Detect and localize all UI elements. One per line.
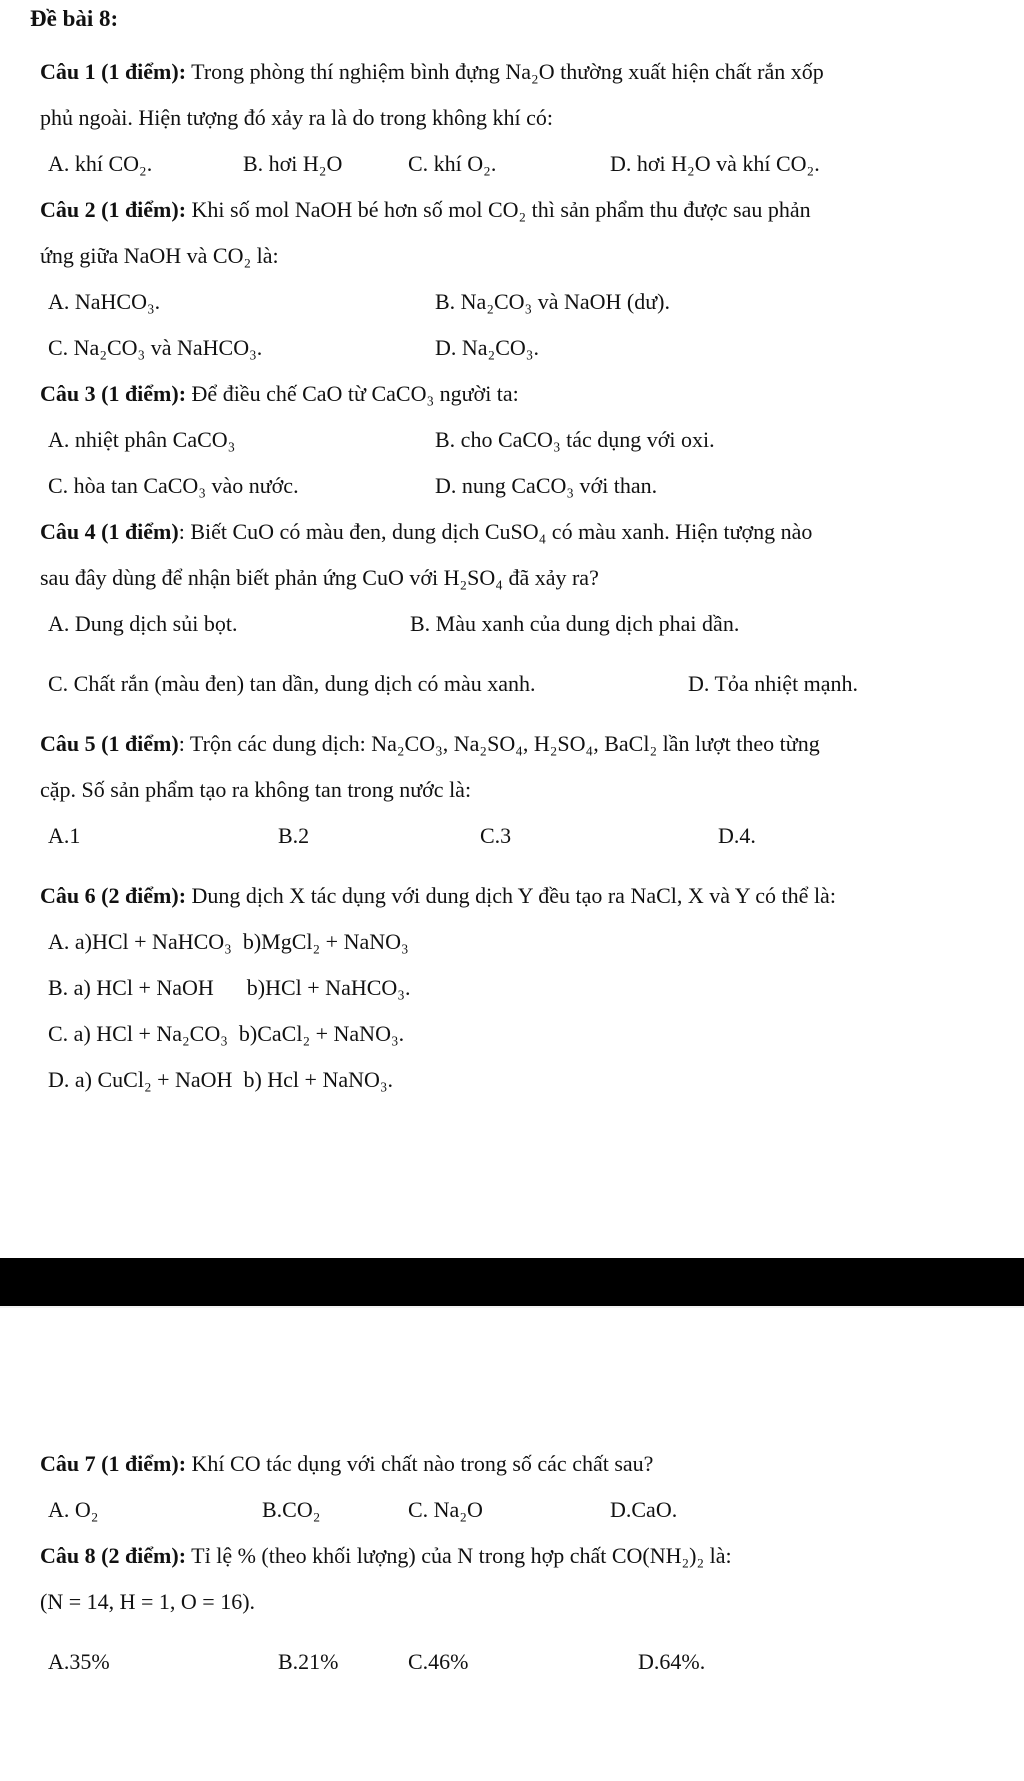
separator-edge: [0, 1306, 1024, 1308]
q8-option-d: D.64%.: [638, 1649, 706, 1674]
q8-option-a: A.35%: [48, 1649, 110, 1674]
q4-text-1: : Biết CuO có màu đen, dung dịch CuSO₄ có màu xanh. Hiện tượng nào: [178, 519, 813, 544]
q2-option-c: C. Na₂CO₃ và NaHCO₃.: [48, 335, 263, 360]
q1-option-a: A. khí CO₂.: [48, 151, 153, 176]
q5-text-1: : Trộn các dung dịch: Na₂CO₃, Na₂SO₄, H₂SO₄, BaCl₂ lần lượt theo từng: [178, 731, 820, 756]
q6-head: Câu 6 (2 điểm):: [40, 883, 187, 908]
q3-line-1: [40, 380, 519, 408]
q8-head: Câu 8 (2 điểm):: [40, 1543, 187, 1568]
q8-line-1: [40, 1542, 732, 1570]
q4-option-d: D. Tỏa nhiệt mạnh.: [688, 671, 859, 696]
q6-option-a: A. a)HCl + NaHCO₃ b)MgCl₂ + NaNO₃: [48, 929, 409, 954]
q1-head: Câu 1 (1 điểm):: [40, 59, 187, 84]
q7-text-1: Khí CO tác dụng với chất nào trong số các chất sau?: [186, 1451, 654, 1476]
black-separator-bar: [0, 1258, 1024, 1306]
q1-option-d: D. hơi H₂O và khí CO₂.: [610, 151, 820, 176]
q6-line-1: [40, 882, 836, 910]
q7-option-d: D.CaO.: [610, 1497, 678, 1522]
q4-option-c: C. Chất rắn (màu đen) tan dần, dung dịch có màu xanh.: [48, 671, 536, 696]
q5-option-b: B.2: [278, 823, 310, 848]
q5-option-a: A.1: [48, 823, 81, 848]
q5-option-d: D.4.: [718, 823, 756, 848]
q6-option-d: D. a) CuCl₂ + NaOH b) Hcl + NaNO₃.: [48, 1067, 394, 1092]
q2-option-d: D. Na₂CO₃.: [435, 335, 539, 360]
q2-option-b: B. Na₂CO₃ và NaOH (dư).: [435, 289, 670, 314]
q4-head: Câu 4 (1 điểm): [40, 519, 179, 544]
q6-text-1: Dung dịch X tác dụng với dung dịch Y đều tạo ra NaCl, X và Y có thể là:: [186, 883, 836, 908]
q6-option-c: C. a) HCl + Na₂CO₃ b)CaCl₂ + NaNO₃.: [48, 1021, 405, 1046]
q5-option-c: C.3: [480, 823, 512, 848]
q3-head: Câu 3 (1 điểm):: [40, 381, 187, 406]
q7-option-c: C. Na₂O: [408, 1497, 483, 1522]
q2-text-1: Khi số mol NaOH bé hơn số mol CO₂ thì sản phẩm thu được sau phản: [186, 197, 811, 222]
q4-option-a: A. Dung dịch sủi bọt.: [48, 611, 238, 636]
q8-text-1: Tỉ lệ % (theo khối lượng) của N trong hợp chất CO(NH₂)₂ là:: [186, 1543, 732, 1568]
q5-text-2: cặp. Số sản phẩm tạo ra không tan trong nước là:: [40, 777, 472, 802]
q1-line-1: [40, 58, 824, 86]
q1-option-b: B. hơi H₂O: [243, 151, 343, 176]
q4-line-1: [40, 518, 812, 546]
q5-head: Câu 5 (1 điểm): [40, 731, 179, 756]
q3-text-1: Để điều chế CaO từ CaCO₃ người ta:: [186, 381, 519, 406]
q8-text-2: (N = 14, H = 1, O = 16).: [40, 1589, 256, 1614]
q2-line-1: [40, 196, 811, 224]
q1-option-c: C. khí O₂.: [408, 151, 497, 176]
q3-option-b: B. cho CaCO₃ tác dụng với oxi.: [435, 427, 715, 452]
q3-option-d: D. nung CaCO₃ với than.: [435, 473, 658, 498]
q8-option-c: C.46%: [408, 1649, 469, 1674]
q7-option-b: B.CO₂: [262, 1497, 321, 1522]
q5-line-1: [40, 730, 820, 758]
q1-text-2: phủ ngoài. Hiện tượng đó xảy ra là do trong không khí có:: [40, 105, 553, 130]
q4-text-2: sau đây dùng để nhận biết phản ứng CuO với H₂SO₄ đã xảy ra?: [40, 565, 599, 590]
q8-option-b: B.21%: [278, 1649, 339, 1674]
q7-head: Câu 7 (1 điểm):: [40, 1451, 187, 1476]
q7-line-1: [40, 1450, 653, 1478]
q3-option-c: C. hòa tan CaCO₃ vào nước.: [48, 473, 299, 498]
q1-text-1: Trong phòng thí nghiệm bình đựng Na₂O thường xuất hiện chất rắn xốp: [186, 59, 824, 84]
q6-option-b: B. a) HCl + NaOH b)HCl + NaHCO₃.: [48, 975, 411, 1000]
q2-option-a: A. NaHCO₃.: [48, 289, 161, 314]
q2-text-2: ứng giữa NaOH và CO₂ là:: [40, 243, 279, 268]
page-title: Đề bài 8:: [30, 6, 119, 31]
q4-option-b: B. Màu xanh của dung dịch phai dần.: [410, 611, 740, 636]
q3-option-a: A. nhiệt phân CaCO₃: [48, 427, 236, 452]
q2-head: Câu 2 (1 điểm):: [40, 197, 187, 222]
q7-option-a: A. O₂: [48, 1497, 99, 1522]
